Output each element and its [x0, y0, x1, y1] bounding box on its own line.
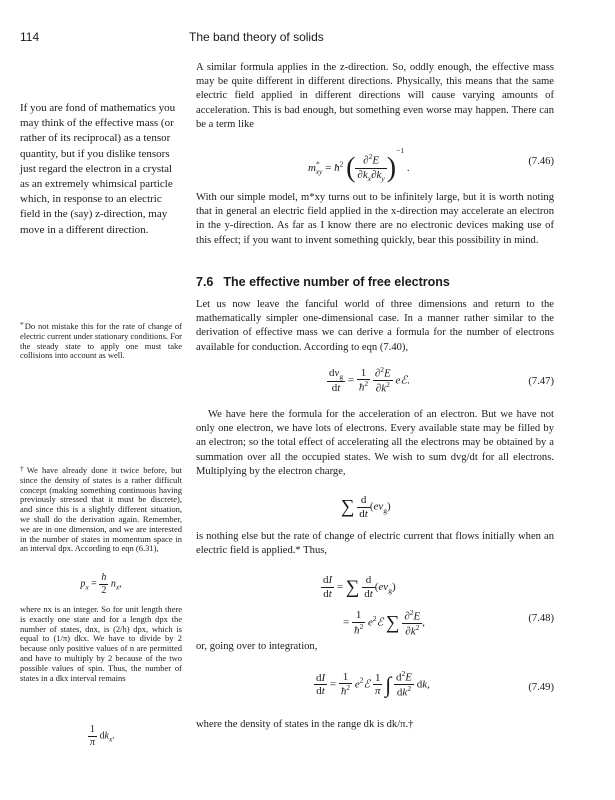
paragraph-4 [196, 408, 554, 479]
paragraph-3 [196, 298, 554, 355]
section-title: The effective number of free electrons [223, 275, 450, 289]
paragraph-1 [196, 61, 554, 132]
paragraph-2 [196, 191, 554, 248]
equation-7-49-label: (7.49) [528, 682, 554, 693]
footnote-2-text: We have already done it twice before, but since the density of states is a rather difficult concept (making something continuous having previously stressed that it must be discrete), and since this is a slightly different situation, we shall do the derivation again. Remember, we are in one dimension, and we are interested in the number of states in momentum space in an interval dpx. According to eqn (6.31), [20, 465, 182, 554]
paragraph-5-text: is nothing else but the rate of change of electric current that flows initially when an electric field is applied.* Thus, [196, 531, 554, 557]
equation-7-47: $\frac{dv_g}{dt}$ = $\frac{1}{ħ^2}$ $\frac{\partial^2E}{\partial k^2}$ eℰ. (7.47) [329, 365, 554, 395]
paragraph-6 [196, 640, 554, 654]
footnote-2-result: $\frac{1}{\pi}$ $dk_x$. [90, 724, 115, 748]
paragraph-4-text: We have here the formula for the acceleration of an electron. But we have not only one electron, we have lots of electrons. Every available state may be filled by an electron; so the total effect of accelerating all the electrons may be obtained by a summation over all the occupied states. We wish to sum dvg/dt for all electrons. Multiplying by the electron charge, [196, 409, 554, 477]
paragraph-3-text: Let us now leave the fanciful world of three dimensions and return to the mathematically simpler one-dimensional case. In a manner rather similar to the derivation of effective mass we can derive a formula for the number of electrons available for conduction. According to eqn (7.40), [196, 299, 554, 353]
footnote-2-mark: † [20, 464, 26, 473]
footnote-1-mark: * [20, 320, 24, 329]
footnote-2-continued: where nx is an integer. So for unit length there is exactly one state and for a length dpx the number of states, dnx, is (2/h) dpx, which is equal to (1/π) dkx. We have to divide by 2 because only positive values of n are permitted and have to multiply by 2 because of the two possible values of spin. Thus, the number of states in a dkx interval remains [20, 604, 182, 683]
paragraph-7-text: where the density of states in the range dk is dk/π.† [196, 719, 414, 730]
equation-7-49: $\frac{dI}{dt}$ = $\frac{1}{ħ^2}$ $e^2ℰ$ $\frac{1}{\pi}$ ∫ $\frac{d^2E}{dk^2}$ dk, (7.49) [316, 669, 554, 699]
paragraph-2-text: With our simple model, m*xy turns out to be infinitely large, but it is worth noting that in general an electric field applied in the x-direction may accelerate an electron in the y-direction. As far as I know there are no electronic devices making use of this effect; if you want to invent something quickly, bear this possibility in mind. [196, 192, 554, 246]
footnote-1 [20, 320, 182, 361]
equation-7-46: $m^*_{xy}$ = $ħ^2$ ( $\frac{\partial^2E}{\partial k_x\partial k_y}$ )$^{-1}$ . (7.46) [308, 146, 554, 184]
paragraph-5 [196, 530, 554, 558]
footnote-2 [20, 464, 182, 554]
footnote-1-text: Do not mistake this for the rate of change of electric current under stationary conditions. For the steady state to apply one must take collisions into account as well. [20, 321, 182, 361]
equation-7-47-label: (7.47) [528, 376, 554, 387]
running-title: The band theory of solids [189, 30, 324, 44]
margin-note: If you are fond of mathematics you may think of the effective mass (or rather of its reciprocal) as a tensor quantity, but if you dislike tensors just regard the electron in a crystal as an extremely whimsical particle which, in response to an electric field in the (say) z-direction, may move in a different direction. [20, 102, 176, 236]
section-number: 7.6 [196, 275, 214, 289]
equation-7-46-label: (7.46) [528, 156, 554, 167]
equation-7-48-label: (7.48) [528, 613, 554, 624]
sum-expression: ∑ $\frac{d}{dt}$ $(ev_g)$ [341, 494, 391, 520]
paragraph-1-text: A similar formula applies in the z-direction. So, oddly enough, the effective mass may be quite different in different directions. Physically, this means that the same electric field applied in different directions will cause varying amounts of acceleration. This is bad enough, but something even worse may happen. There can be a term like [196, 62, 554, 130]
paragraph-6-text: or, going over to integration, [196, 641, 318, 652]
paragraph-7 [196, 718, 554, 732]
section-heading [196, 275, 450, 289]
equation-7-48: $\frac{dI}{dt}$ = ∑ $\frac{d}{dt}$ $(ev_g)$ = $\frac{1}{ħ^2}$ $e^2ℰ$ ∑ $\frac{\partial^2E}{\partial k^2}$ , (7.48) [323, 574, 554, 638]
page-number: 114 [20, 30, 40, 44]
footnote-2-equation: $p_x$ = $\frac{h}{2}$ $n_x$, [80, 572, 122, 596]
